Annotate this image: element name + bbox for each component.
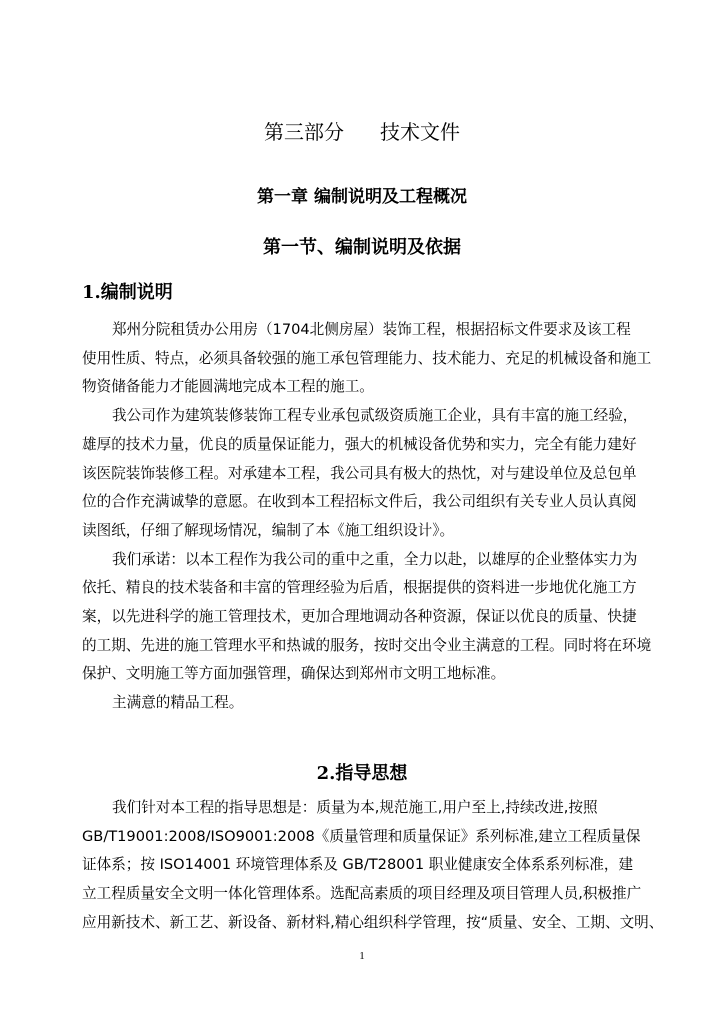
text-line: GB/T19001:2008/ISO9001:2008《质量管理和质量保证》系列标准,建立工程质量保 [82,827,641,845]
text-line: 读图纸，仔细了解现场情况，编制了本《施工组织设计》。 [82,521,455,539]
text-line: 证体系；按 ISO14001 环境管理体系及 GB/T28001 职业健康安全体系系列标准，建 [82,856,634,874]
text-line: 我们承诺：以本工程作为我公司的重中之重，全力以赴，以雄厚的企业整体实力为 [112,550,638,568]
text-line: 雄厚的技术力量，优良的质量保证能力，强大的机械设备优势和实力，完全有能力建好 [82,435,637,453]
part-title [0,116,724,145]
part-title-number: 第三部分 [264,120,344,144]
text-line: 主满意的精品工程。 [112,694,244,712]
page-number: 1 [359,950,365,962]
text-line: 位的合作充满诚挚的意愿。在收到本工程招标文件后，我公司组织有关专业人员认真阅 [82,493,637,511]
text-line: 郑州分院租赁办公用房（1704北侧房屋）装饰工程，根据招标文件要求及该工程 [112,321,631,338]
text-line: 应用新技术、新工艺、新设备、新材料,精心组织科学管理，按“质量、安全、工期、文明、 [82,913,664,931]
text-line: 案，以先进科学的施工管理技术，更加合理地调动各种资源，保证以优良的质量、快捷 [82,608,637,626]
heading-guiding-ideology: 2.指导思想 [316,763,408,784]
section1-body [82,316,652,718]
text-line: 的工期、先进的施工管理水平和热诚的服务，按时交出令业主满意的工程。同时将在环境 [82,636,652,654]
text-line: 我们针对本工程的指导思想是：质量为本,规范施工,用户至上,持续改进,按照 [112,799,598,816]
text-line: 我公司作为建筑装修装饰工程专业承包贰级资质施工企业，具有丰富的施工经验， [112,407,638,425]
text-line: 该医院装饰装修工程。对承建本工程，我公司具有极大的热忱，对与建设单位及总包单 [82,464,637,482]
chapter-title: 第一章 编制说明及工程概况 [257,187,467,207]
text-line: 保护、文明施工等方面加强管理，确保达到郑州市文明工地标准。 [82,665,506,683]
heading-compilation-notes: 1.编制说明 [82,282,173,303]
text-line: 使用性质、特点，必须具备较强的施工承包管理能力、技术能力、充足的机械设备和施工 [82,349,652,367]
section2-body [82,794,664,938]
text-line: 物资储备能力才能圆满地完成本工程的施工。 [82,378,374,396]
text-line: 依托、精良的技术装备和丰富的管理经验为后盾，根据提供的资料进一步地优化施工方 [82,579,637,597]
part-title-text: 技术文件 [380,120,460,144]
section-title: 第一节、编制说明及依据 [263,237,461,258]
text-line: 立工程质量安全文明一体化管理体系。选配高素质的项目经理及项目管理人员,积极推广 [82,885,642,903]
